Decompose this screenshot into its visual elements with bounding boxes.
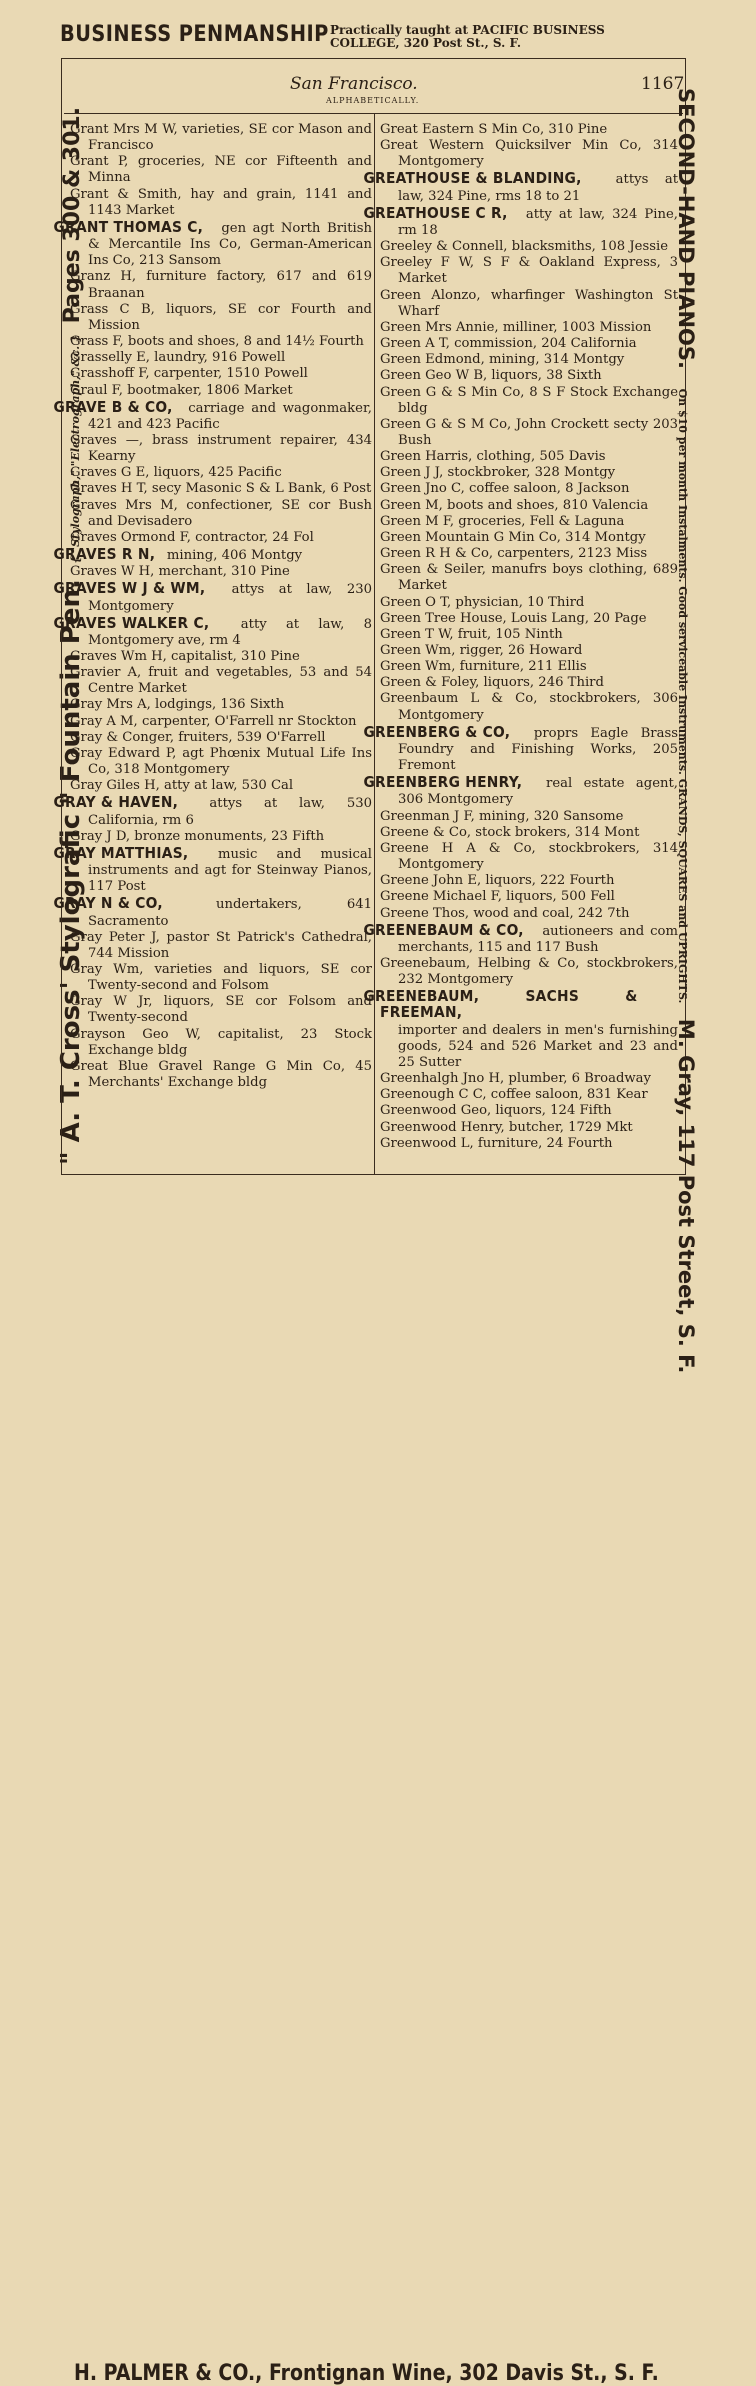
entry-text: carriage and wagonmaker, 421 and 423 Pacific [88,400,372,432]
entry-name-bold: GRAY MATTHIAS, [53,843,189,862]
entry-text: atty at law, 324 Pine, rm 18 [398,206,678,238]
entry-text: Green A T, commission, 204 California [380,336,637,352]
directory-entry [70,930,372,962]
entry-text: Greenebaum, Helbing & Co, stockbrokers, 232 Montgomery [380,955,678,988]
entry-text: Green Jno C, coffee saloon, 8 Jackson [380,481,630,497]
page-header-subtitle: ALPHABETICALLY. [326,96,420,105]
entry-text: Graves Wm H, capitalist, 310 Pine [70,649,300,664]
left-ad-pages: Pages 300 & 301. [60,106,85,324]
directory-entry [70,530,372,546]
directory-entry [53,894,372,929]
directory-entry [380,956,678,988]
directory-entry [380,1071,678,1087]
entry-name-bold: GRANT THOMAS C, [53,217,204,236]
entry-name-bold: GRAVES R N, [53,545,156,564]
directory-entry [380,449,678,465]
entry-name-bold: GREATHOUSE & BLANDING, [363,169,582,188]
directory-entry [363,773,678,808]
entry-text: gen agt North British & Mercantile Ins Co, German-American Ins Co, 213 Sansom [88,220,372,269]
right-margin-advertisement [674,60,754,1374]
directory-entry [363,722,678,774]
directory-entry [70,697,372,713]
entry-text: Green M, boots and shoes, 810 Valencia [380,497,649,513]
directory-entry [380,481,678,497]
left-margin-advertisement [6,60,86,1175]
entry-text: undertakers, 641 Sacramento [88,897,372,929]
directory-entry [70,154,372,186]
entry-text: Green G & S M Co, John Crockett secty 203 Bush [380,416,678,448]
directory-entry [380,906,678,922]
entry-text: Green T W, fruit, 105 Ninth [380,626,563,642]
entry-text: Greene John E, liquors, 222 Fourth [380,873,615,889]
entry-text: Grass F, boots and shoes, 8 and 14½ Fourth [70,334,364,350]
entry-text: Green Tree House, Louis Lang, 20 Page [380,610,647,626]
entry-text: Greene Thos, wood and coal, 242 7th [380,905,630,921]
entry-text: Grasshoff F, carpenter, 1510 Powell [70,366,308,382]
entry-text: Green Mountain G Min Co, 314 Montgy [380,529,646,545]
entry-text: mining, 406 Montgy [162,548,303,564]
right-ad-title: SECOND-HAND PIANOS. [674,88,698,369]
entry-text: Green Mrs Annie, milliner, 1003 Mission [380,319,652,335]
entry-text: Green Geo W B, liquors, 38 Sixth [380,368,602,384]
entry-text: real estate agent, 306 Montgomery [398,776,678,808]
entry-text: atty at law, 8 Montgomery ave, rm 4 [88,616,372,648]
entry-text: importer and dealers in men's furnishing goods, 524 and 526 Market and 23 and 25 Sutter [398,1022,678,1070]
entry-name-bold: GREENEBAUM, SACHS & FREEMAN, [363,987,638,1022]
entry-text: attys at law, 230 Montgomery [88,582,372,614]
page-header-city: San Francisco. [290,74,418,94]
directory-entry [380,530,678,546]
entry-text: Green G & S Min Co, 8 S F Stock Exchange bldg [380,384,678,416]
directory-entry [380,352,678,368]
entry-text: Grant Mrs M W, varieties, SE cor Mason and Francisco [70,122,372,154]
entry-name-bold: GREENBERG & CO, [363,722,511,741]
entry-text: Grass C B, liquors, SE cor Fourth and Mission [70,301,372,333]
entry-name-bold: GREENBERG HENRY, [363,773,523,792]
top-ad-subtitle: Practically taught at PACIFIC BUSINESS COLLEGE, 320 Post St., S. F. [330,23,605,50]
directory-entry [380,546,678,562]
entry-text: attys at law, 530 California, rm 6 [88,796,372,828]
entry-text: proprs Eagle Brass Foundry and Finishing Works, 205 Fremont [398,725,678,774]
directory-entry [380,1103,678,1119]
directory-entry [70,122,372,154]
directory-entry [380,514,678,530]
directory-entry [380,1087,678,1103]
directory-entry [70,746,372,778]
entry-name-bold: GRAVES WALKER C, [53,613,210,632]
page-number: 1167 [641,74,685,94]
entry-text: Greene & Co, stock brokers, 314 Mont [380,824,640,840]
entry-name-bold: GREATHOUSE C R, [363,203,508,222]
right-ad-address: M. Gray, 117 Post Street, S. F. [674,1018,698,1374]
directory-entry [380,611,678,627]
directory-entry [380,336,678,352]
directory-entry [380,1120,678,1136]
directory-entry [70,665,372,697]
column-divider [374,114,375,1174]
entry-text: Grasselly E, laundry, 916 Powell [70,350,286,366]
right-directory-column [363,122,678,1152]
directory-entry [53,217,372,269]
entry-text: Greene Michael F, liquors, 500 Fell [380,889,615,905]
entry-text: Graves Ormond F, contractor, 24 Fol [70,529,314,545]
directory-entry [380,255,678,287]
directory-entry [70,649,372,665]
right-ad-middle: On $10 per month Instalments. Good serviceable Instruments. GRANDS, SQUARES and UPRIGHTS. [676,388,689,1004]
directory-entry [380,643,678,659]
entry-text: Green Harris, clothing, 505 Davis [380,449,606,465]
directory-entry [380,825,678,841]
directory-entry [380,627,678,643]
directory-entry [70,829,372,845]
directory-entry [380,368,678,384]
directory-entry [70,350,372,366]
entry-text: Green O T, physician, 10 Third [380,594,585,610]
top-advertisement [0,0,756,58]
directory-entry [363,203,678,239]
entry-text: Gray A M, carpenter, O'Farrell nr Stockton [70,713,357,729]
entry-text: Graves —, brass instrument repairer, 434 Kearny [70,432,372,465]
entry-text: Greeley & Connell, blacksmiths, 108 Jessie [380,239,669,255]
entry-name-bold: GRAY & HAVEN, [53,793,179,812]
entry-name-bold: GRAVES W J & WM, [53,579,206,598]
entry-text: Greenwood Henry, butcher, 1729 Mkt [380,1119,633,1135]
directory-entry [70,302,372,334]
entry-text: Greeley F W, S F & Oakland Express, 3 Market [380,255,678,287]
directory-entry [380,889,678,905]
entry-text: Green & Foley, liquors, 246 Third [380,675,604,691]
directory-entry [380,239,678,255]
entry-text: Green Wm, furniture, 211 Ellis [380,659,587,675]
entry-text: Greenbaum L & Co, stockbrokers, 306 Montgomery [380,691,678,723]
directory-entry [53,397,372,433]
directory-entry [363,169,678,204]
entry-text: Greenhalgh Jno H, plumber, 6 Broadway [380,1071,651,1087]
entry-text: Green J J, stockbroker, 328 Montgy [380,465,616,481]
entry-text: Greene H A & Co, stockbrokers, 314 Montgomery [380,840,678,873]
bottom-ad-text: H. PALMER & CO., Frontignan Wine, 302 Davis St., S. F. [74,2361,659,2386]
entry-text: Great Blue Gravel Range G Min Co, 45 Merchants' Exchange bldg [70,1058,372,1091]
entry-name-bold: GRAY N & CO, [53,894,163,913]
directory-entry [380,873,678,889]
directory-entry [70,1059,372,1091]
directory-entry [380,1136,678,1152]
directory-entry [70,433,372,465]
directory-entry [380,841,678,873]
entry-text: music and musical instruments and agt for Steinway Pianos, 117 Post [88,846,372,895]
entry-text: Grayson Geo W, capitalist, 23 Stock Exchange bldg [70,1026,372,1058]
entry-text: Graves Mrs M, confectioner, SE cor Bush and Devisadero [70,497,372,529]
entry-text: Graves G E, liquors, 425 Pacific [70,465,282,481]
directory-entry [53,545,372,564]
directory-entry [53,793,372,828]
directory-entry [70,383,372,399]
directory-entry [70,730,372,746]
entry-text: Gray Giles H, atty at law, 530 Cal [70,778,294,794]
directory-entry [380,385,678,417]
entry-text: Green M F, groceries, Fell & Laguna [380,513,625,529]
directory-entry [363,920,678,956]
entry-text: Grant & Smith, hay and grain, 1141 and 1143 Market [70,186,372,218]
entry-text: Green Wm, rigger, 26 Howard [380,643,583,658]
directory-entry [70,334,372,350]
directory-entry [70,714,372,730]
entry-text: autioneers and com merchants, 115 and 117 Bush [398,923,678,955]
directory-entry [380,595,678,611]
entry-text: Green & Seiler, manufrs boys clothing, 689 Market [380,562,678,594]
entry-text: Gray Wm, varieties and liquors, SE cor Twenty-second and Folsom [70,961,372,994]
entry-text: attys at law, 324 Pine, rms 18 to 21 [398,172,678,204]
entry-text: Green R H & Co, carpenters, 2123 Miss [380,546,648,562]
directory-entry [53,613,372,649]
directory-entry [380,288,678,320]
directory-entry [70,465,372,481]
entry-text: Gravier A, fruit and vegetables, 53 and 54 Centre Market [70,665,372,697]
entry-text: Gray Edward P, agt Phœnix Mutual Life Ins Co, 318 Montgomery [70,745,372,778]
entry-text: Great Western Quicksilver Min Co, 314 Montgomery [380,138,678,170]
entry-name-bold: GREENEBAUM & CO, [363,920,524,939]
directory-entry [70,269,372,301]
directory-entry [70,481,372,497]
directory-entry [70,778,372,794]
directory-entry [70,962,372,994]
entry-text: Greenwood L, furniture, 24 Fourth [380,1135,613,1151]
entry-text: Greenman J F, mining, 320 Sansome [380,808,624,824]
entry-text: Grant P, groceries, NE cor Fifteenth and Minna [70,154,372,186]
directory-entry [380,122,678,138]
left-ad-middle: { "Stylograph," "Electrograph," &c. } [69,335,82,564]
directory-entry [70,564,372,580]
top-ad-title: BUSINESS PENMANSHIP [60,22,329,47]
directory-entry [380,809,678,825]
entry-text: Greenwood Geo, liquors, 124 Fifth [380,1103,612,1119]
directory-entry [70,187,372,219]
entry-text: Greenough C C, coffee saloon, 831 Kear [380,1087,648,1103]
entry-text: Great Eastern S Min Co, 310 Pine [380,122,608,137]
directory-entry [380,498,678,514]
directory-entry [380,659,678,675]
directory-entry [380,138,678,170]
entry-text: Granz H, furniture factory, 617 and 619 Braanan [70,269,372,301]
directory-entry [70,498,372,530]
entry-text: Graul F, bootmaker, 1806 Market [70,382,293,398]
directory-entry [70,1027,372,1059]
directory-entry [380,465,678,481]
directory-entry [380,691,678,723]
directory-entry [363,987,678,1071]
directory-entry [53,579,372,614]
directory-entry [70,366,372,382]
directory-entry [70,994,372,1026]
directory-entry [380,320,678,336]
entry-text: Graves W H, merchant, 310 Pine [70,564,290,580]
entry-text: Green Alonzo, wharfinger Washington St Wharf [380,287,678,319]
entry-text: Gray J D, bronze monuments, 23 Fifth [70,828,325,844]
entry-text: Green Edmond, mining, 314 Montgy [380,352,625,368]
directory-entry [53,843,372,895]
directory-entry [380,417,678,449]
entry-text: Gray & Conger, fruiters, 539 O'Farrell [70,729,326,745]
entry-text: Gray W Jr, liquors, SE cor Folsom and Twenty-second [70,994,372,1026]
entry-text: Gray Peter J, pastor St Patrick's Cathedral, 744 Mission [70,929,372,961]
directory-entry [380,562,678,594]
left-ad-brand: " A. T. Cross' Stylografic " Fountain Pen. [56,579,86,1165]
directory-entry [380,675,678,691]
entry-name-bold: GRAVE B & CO, [53,397,173,416]
entry-text: Graves H T, secy Masonic S & L Bank, 6 Post [70,481,372,497]
entry-text: Gray Mrs A, lodgings, 136 Sixth [70,697,285,713]
